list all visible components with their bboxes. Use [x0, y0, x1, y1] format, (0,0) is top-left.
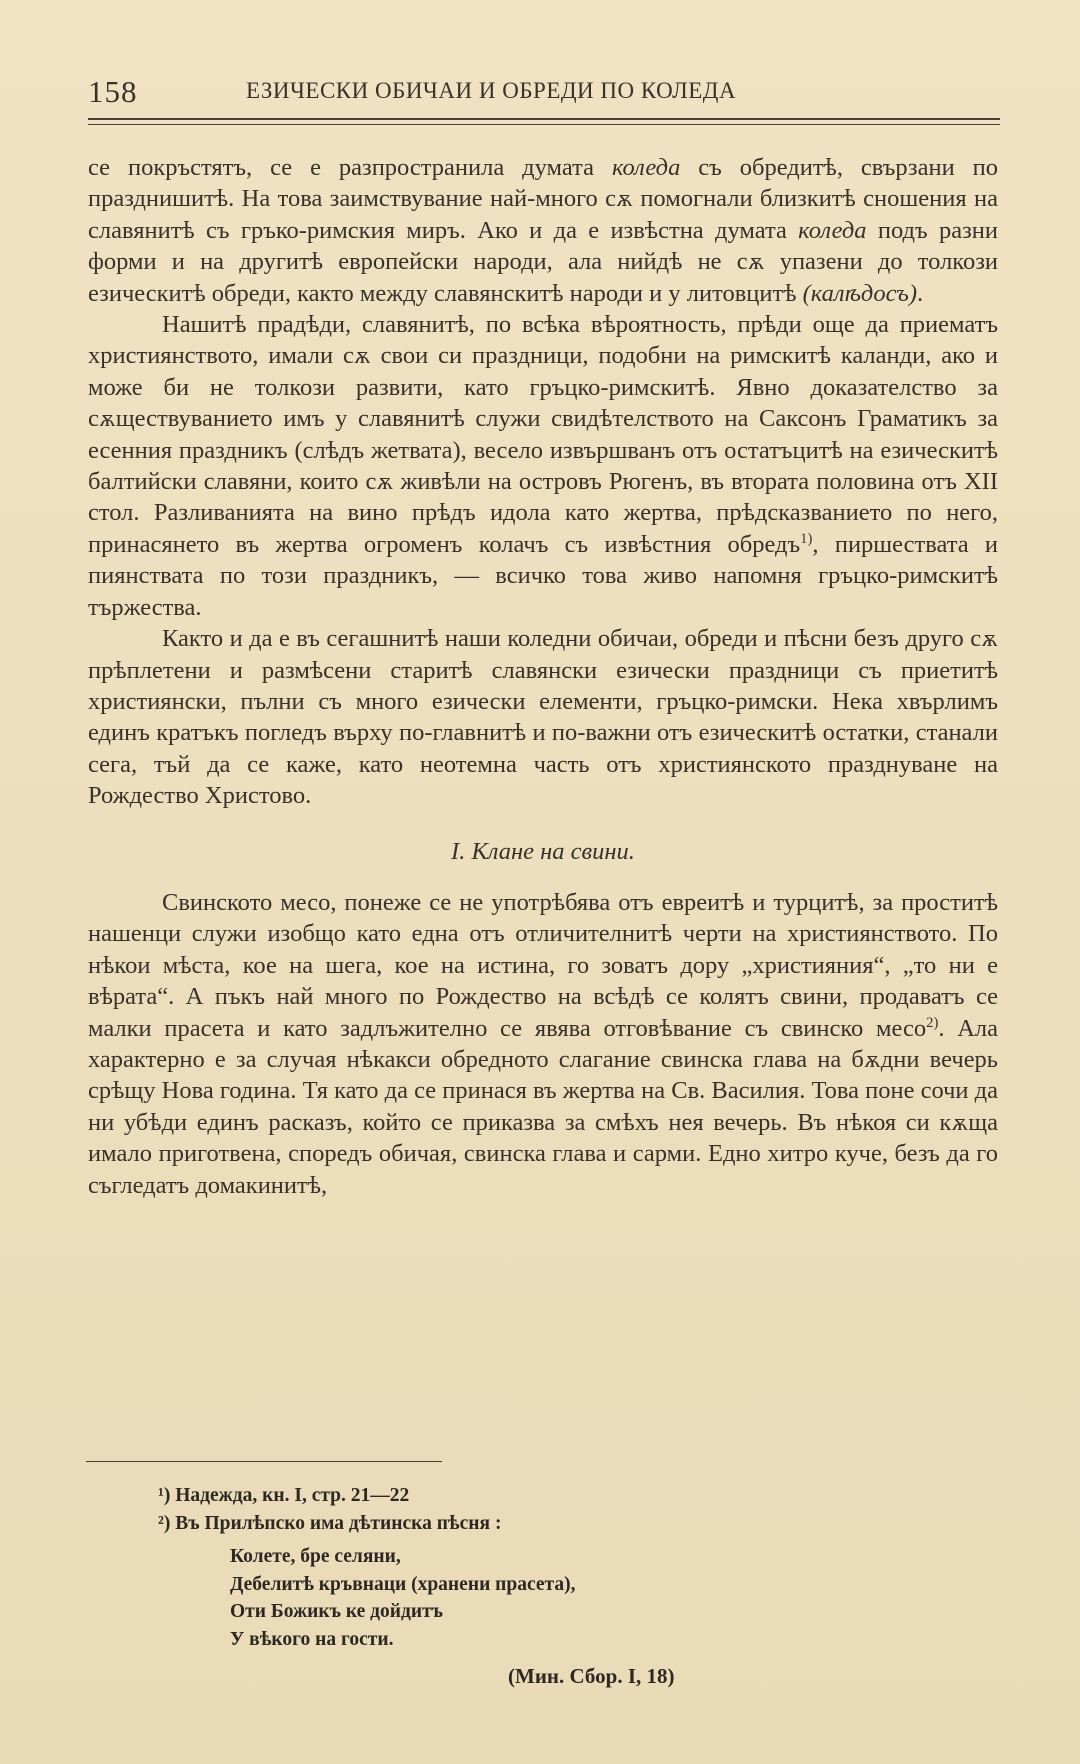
footnote-marker-2[interactable]: 2) — [926, 1014, 939, 1031]
verse-line: Колете, бре селяни, — [230, 1546, 401, 1567]
header-rule-thick — [88, 118, 1000, 120]
page-number: 158 — [88, 74, 138, 109]
text-run: Нашитѣ прадѣди, славянитѣ, по всѣка вѣроятность, прѣди още да приематъ християнството, имали сѫ свои си праздници, подобни на римскитѣ каланди, ако и може би не толкози развити, като гръцко-римскитѣ. Явно доказателство за сѫществуванието имъ у славянитѣ служи свидѣтелството на Саксонъ Граматикъ за есенния праздникъ (слѣдъ жетвата), весело извършванъ отъ остатъцитѣ на езическитѣ балтийски славяни, които сѫ живѣли на островъ Рюгенъ, въ втората половина отъ XII стол. Разливанията на вино прѣдъ идола като жертва, прѣдсказванието по него, принасянето въ жертва огроменъ колачъ съ извѣстния обредъ — [88, 311, 998, 558]
footnotes — [158, 1482, 858, 1691]
verse-source: (Мин. Сбор. I, 18) — [508, 1664, 675, 1688]
page-header — [88, 74, 1000, 114]
text-run: съ обредитѣ, свързани по празднишитѣ. На това заимствувание най-много сѫ помогнали близкитѣ сношения на славянитѣ съ гръко-римския миръ. Ако и да е извѣстна думата — [88, 154, 998, 244]
italic-term: (калѣдосъ) — [802, 279, 917, 307]
italic-term: коледа — [798, 216, 867, 244]
italic-term: коледа — [611, 154, 681, 181]
text-run: . — [917, 279, 924, 307]
text-run: подъ разни форми и на другитѣ европейски народи, ала нийдѣ не сѫ упазени до толкози езическитѣ обреди, както между славянскитѣ народи и у литовцитѣ — [88, 216, 998, 307]
paragraph-4 — [88, 887, 998, 1201]
paragraph-2 — [88, 309, 998, 623]
text-run: Свинското месо, понеже се не употрѣбява отъ евреитѣ и турцитѣ, за проститѣ нашенци служи изобщо като една отъ отличителнитѣ черти на християнството. По нѣкои мѣста, кое на шега, кое на истина, го зоватъ дору „християния“, „то ни е вѣрата“. А пъкъ най много по Рождество на всѣдѣ се колятъ свини, продаватъ се малки прасета и като задлъжително се явява отговѣвание съ свинско месо — [88, 888, 998, 1042]
main-text — [88, 152, 998, 1201]
text-run: . Ала характерно е за случая нѣкакси обредното слагание свинска глава на бѫдни вечерь срѣщу Нова година. Тя като да се принася въ жертва на Св. Василия. Това поне сочи да ни убѣди единъ расказъ, който се приказва за смѣхъ нея вечерь. Въ нѣкоя си кѫща имало приготвена, споредъ обичая, свинска глава и сарми. Едно хитро куче, безъ да го съгледатъ домакинитѣ, — [88, 1014, 998, 1199]
text-run: се покръстятъ, се е разпространила думата — [88, 154, 612, 181]
verse-line: Оти Божикъ ке дойдитъ — [230, 1601, 444, 1622]
verse-line: У вѣкого на гости. — [230, 1628, 394, 1650]
verse-line: Дебелитѣ кръвнаци (хранени прасета), — [230, 1573, 576, 1595]
header-rule-thin — [88, 124, 1000, 125]
footnote-2: ²) Въ Прилѣпско има дѣтинска пѣсня : — [158, 1512, 502, 1534]
section-heading: I. Клане на свини. — [451, 837, 635, 865]
footnote-1: ¹) Надежда, кн. I, стр. 21—22 — [158, 1485, 410, 1506]
footnote-verse — [230, 1543, 858, 1653]
paragraph-3: Както и да е въ сегашнитѣ наши коледни обичаи, обреди и пѣсни безъ друго сѫ прѣплетени и размѣсени старитѣ славянски езически праздници съ приетитѣ християнски, пълни съ много езически елементи, гръцко-римски. Нека хвърлимъ единъ кратъкъ погледъ върху по-главнитѣ и по-важни отъ езическитѣ остатки, станали сега, тъй да се каже, като неотемна часть отъ християнското празднуване на Рождество Христово. — [88, 625, 998, 810]
text-run: , пиршествата и пиянствата по този праздникъ, — всичко това живо напомня гръцко-римскитѣ тържества. — [88, 530, 998, 621]
footnote-marker-1[interactable]: 1) — [800, 530, 813, 547]
footnote-rule — [86, 1461, 442, 1462]
running-title: ЕЗИЧЕСКИ ОБИЧАИ И ОБРЕДИ ПО КОЛЕДА — [246, 78, 737, 103]
paragraph-1 — [88, 152, 998, 309]
